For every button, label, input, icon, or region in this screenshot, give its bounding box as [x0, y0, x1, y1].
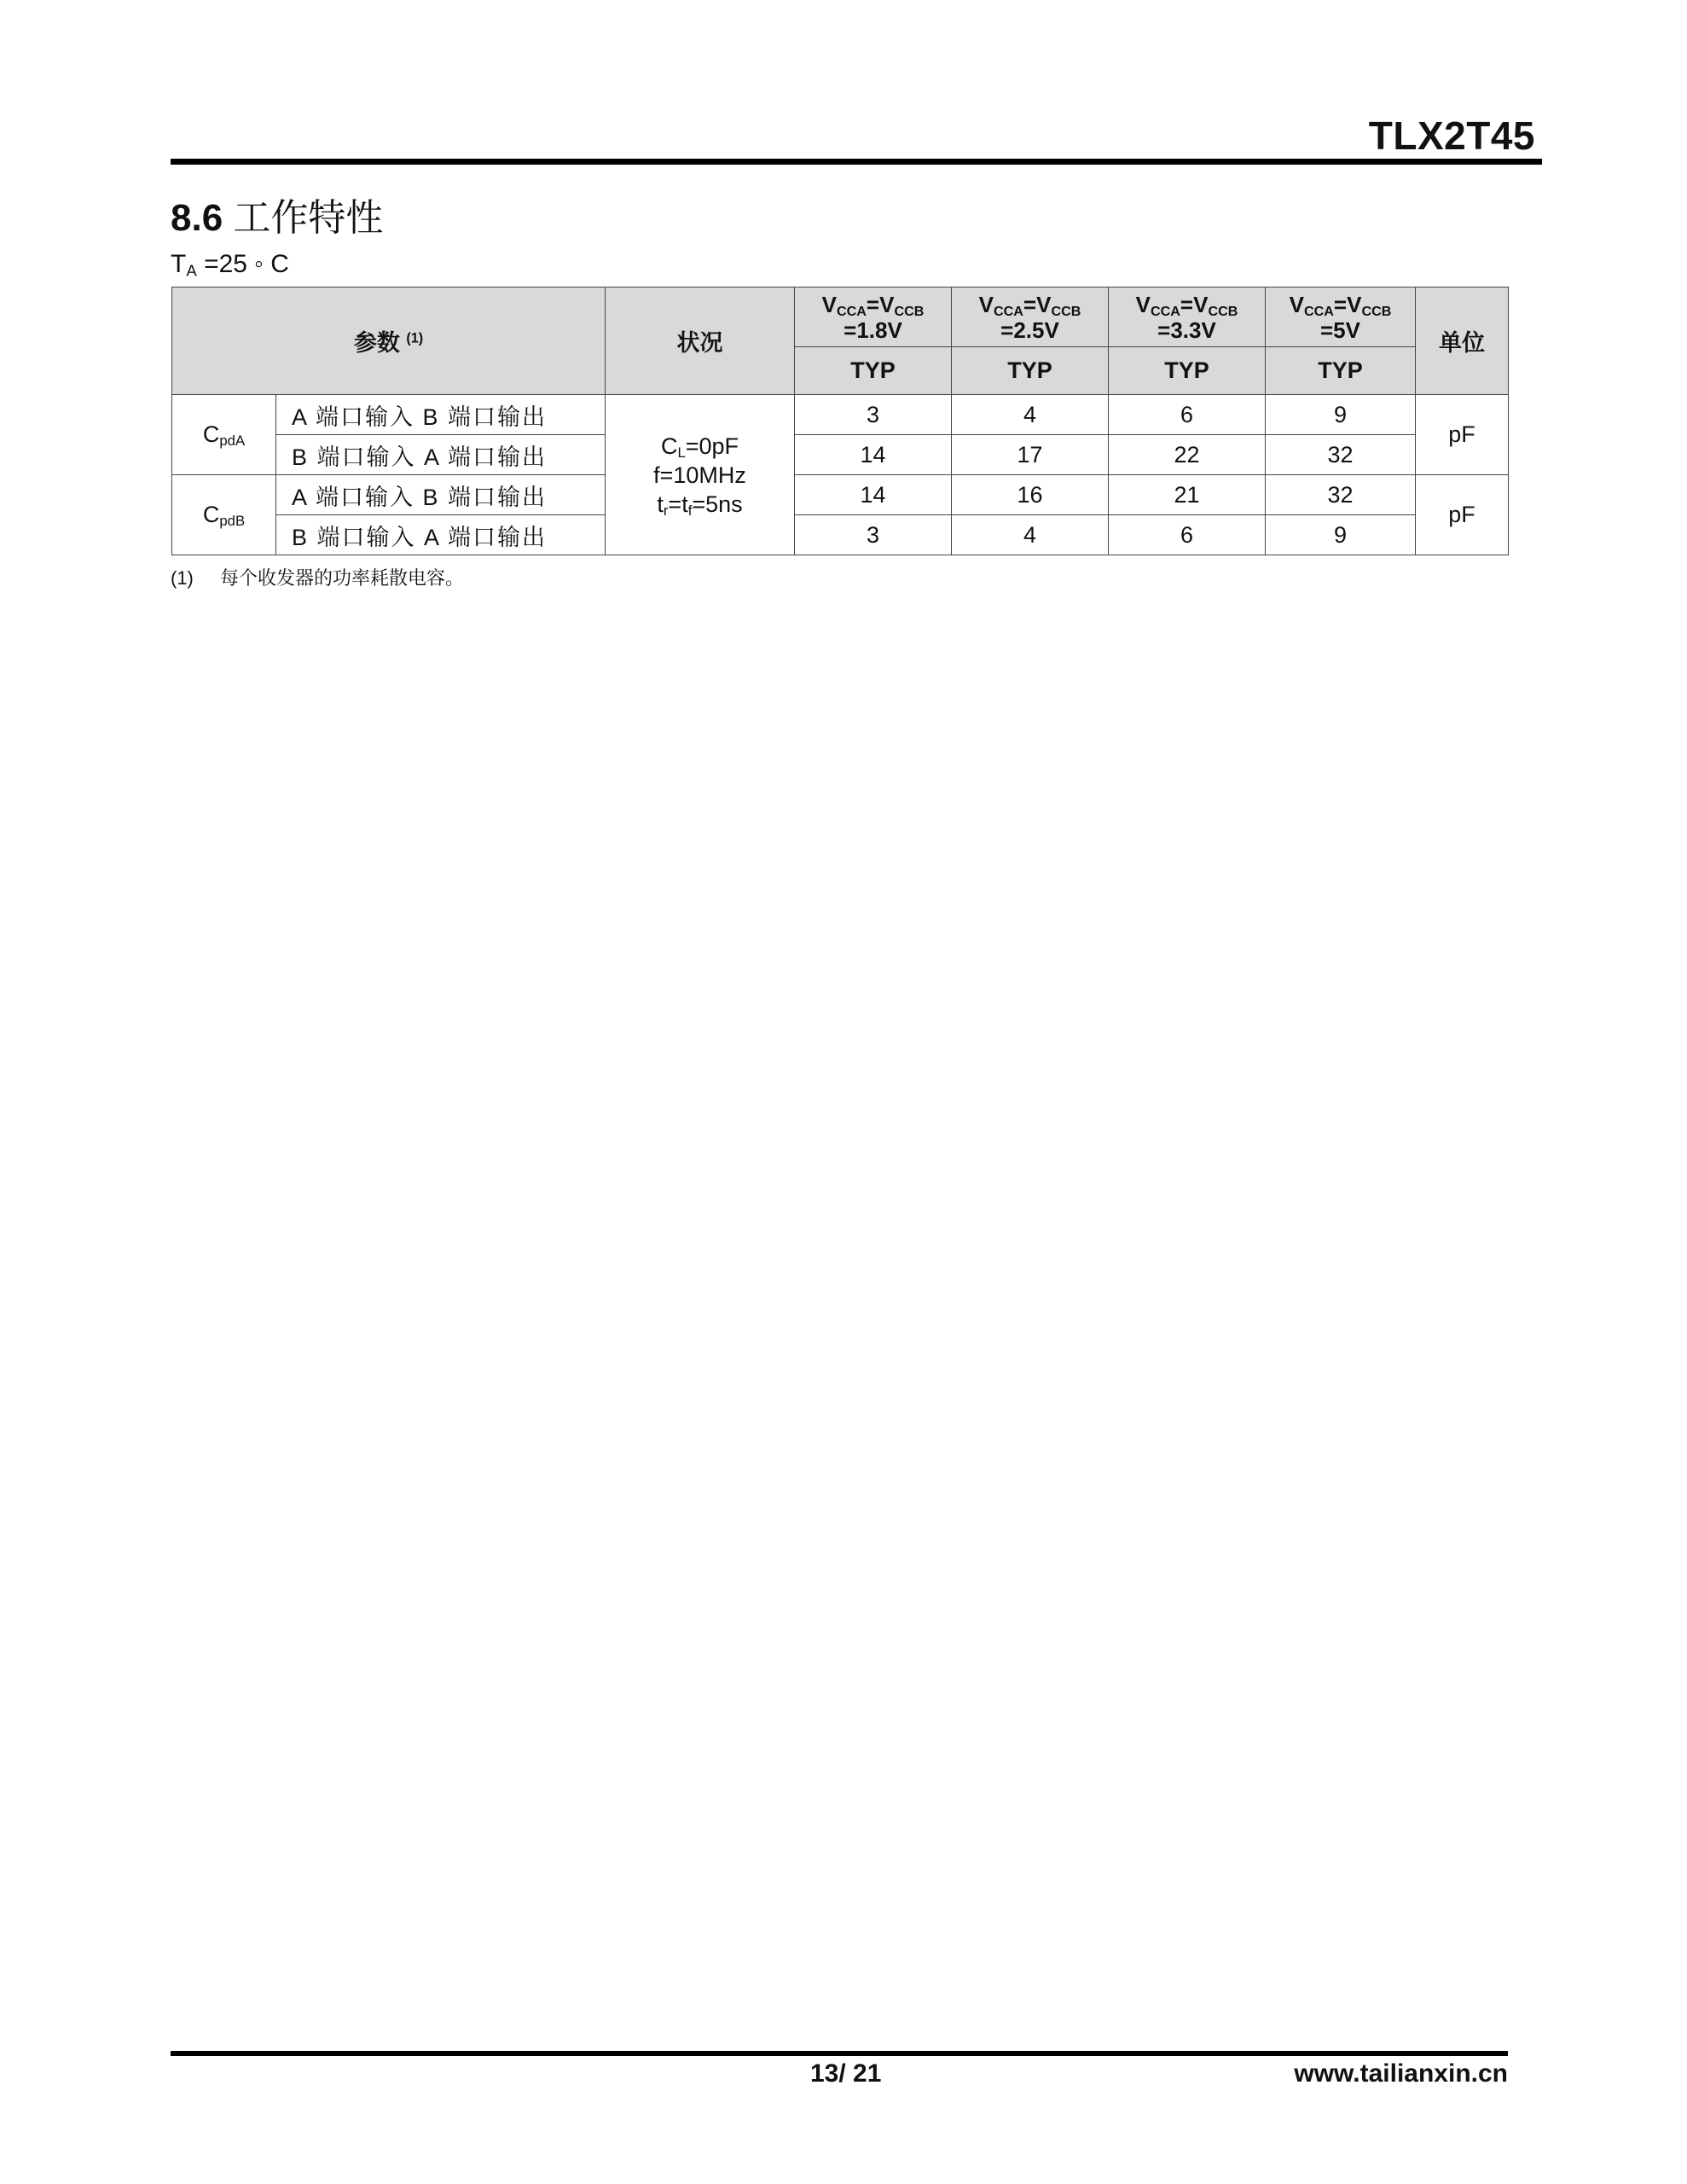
document-id: TLX2T45	[1368, 113, 1535, 158]
value-cell: 9	[1266, 515, 1416, 555]
header-rule	[171, 159, 1542, 165]
param-symbol-cpda: $C_{pdA}$	[172, 395, 276, 475]
value-cell: 32	[1266, 475, 1416, 515]
header-unit: 单位	[1416, 288, 1509, 395]
operating-characteristics-table	[171, 287, 1509, 555]
value-cell: 16	[952, 475, 1109, 515]
value-cell: 3	[795, 395, 952, 435]
page-number: 13/ 21	[810, 2059, 882, 2088]
value-cell: 21	[1109, 475, 1266, 515]
ambient-temperature-condition	[171, 247, 289, 282]
header-voltage-2-5v: $V_{CCA}=V_{CCB}$ =2.5V	[952, 288, 1109, 347]
header-typ: TYP	[1266, 347, 1416, 395]
value-cell: 4	[952, 395, 1109, 435]
value-cell: 4	[952, 515, 1109, 555]
row-description: B 端口输入 A 端口输出	[276, 515, 606, 555]
temp-symbol-sub: A	[186, 261, 197, 280]
table-row	[172, 515, 1509, 555]
row-description: A 端口输入 B 端口输出	[276, 395, 606, 435]
temp-value: =25 ◦ C	[196, 250, 289, 278]
value-cell: 3	[795, 515, 952, 555]
header-voltage-1-8v: $V_{CCA}=V_{CCB}$ =1.8V	[795, 288, 952, 347]
unit-cell: pF	[1416, 475, 1509, 555]
param-symbol-cpdb: $C_{pdB}$	[172, 475, 276, 555]
value-cell: 22	[1109, 435, 1266, 475]
value-cell: 14	[795, 435, 952, 475]
header-typ: TYP	[795, 347, 952, 395]
section-title-text: 工作特性	[233, 197, 384, 239]
header-parameter: 参数 $^{(1)}$	[172, 288, 606, 395]
table-row	[172, 475, 1509, 515]
unit-cell: pF	[1416, 395, 1509, 475]
table-footnote	[171, 566, 464, 590]
footnote-mark: (1)	[171, 567, 194, 589]
header-voltage-5v: $V_{CCA}=V_{CCB}$ =5V	[1266, 288, 1416, 347]
row-description: A 端口输入 B 端口输出	[276, 475, 606, 515]
value-cell: 17	[952, 435, 1109, 475]
parameter-footnote-ref: (1)	[406, 330, 424, 346]
table-row	[172, 435, 1509, 475]
header-typ: TYP	[952, 347, 1109, 395]
value-cell: 9	[1266, 395, 1416, 435]
website-link[interactable]: www.tailianxin.cn	[1294, 2059, 1508, 2088]
value-cell: 14	[795, 475, 952, 515]
test-condition-cell: $C_L=0pF$ f=10MHz $t_r=t_f=5ns$	[606, 395, 795, 555]
temp-symbol: T	[171, 250, 187, 278]
header-typ: TYP	[1109, 347, 1266, 395]
row-description: B 端口输入 A 端口输出	[276, 435, 606, 475]
value-cell: 6	[1109, 395, 1266, 435]
value-cell: 6	[1109, 515, 1266, 555]
value-cell: 32	[1266, 435, 1416, 475]
table-row	[172, 395, 1509, 435]
header-condition: 状况	[606, 288, 795, 395]
footnote-text: 每个收发器的功率耗散电容。	[220, 567, 465, 589]
footer-rule	[171, 2051, 1508, 2056]
section-number: 8.6	[171, 197, 223, 239]
header-voltage-3-3v: $V_{CCA}=V_{CCB}$ =3.3V	[1109, 288, 1266, 347]
section-title	[171, 195, 383, 242]
